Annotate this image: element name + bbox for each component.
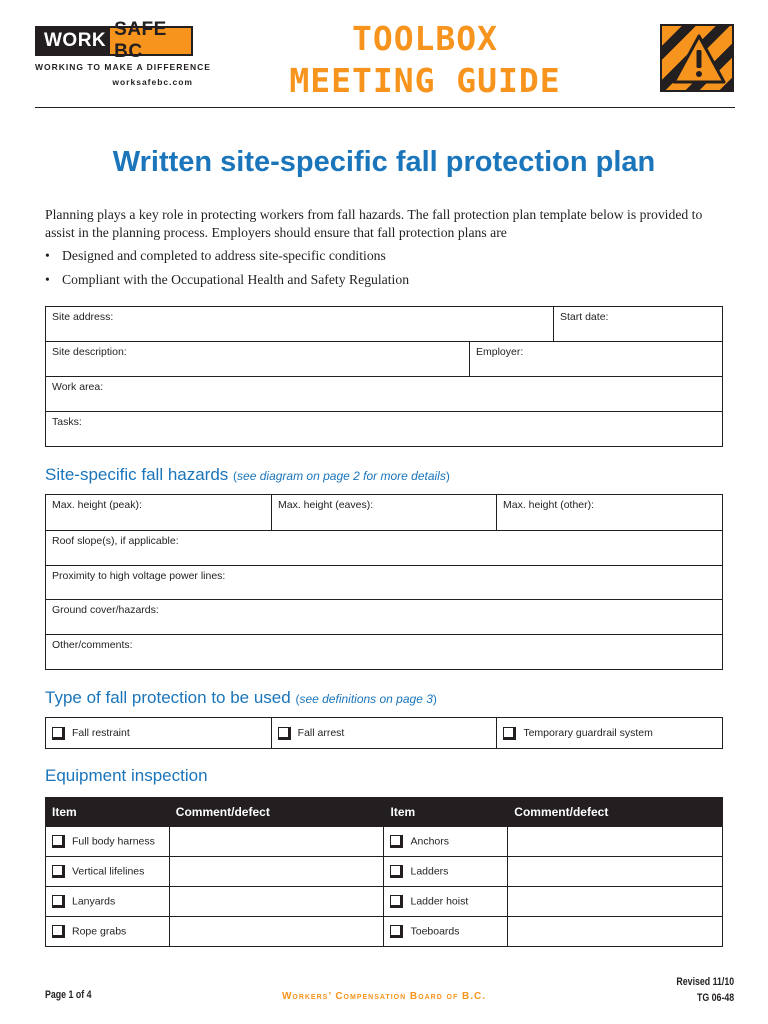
- form-row: [46, 531, 722, 566]
- protection-heading: [45, 688, 437, 708]
- guide-title-line1: TOOLBOX: [351, 19, 499, 58]
- equipment-heading-text: Equipment inspection: [45, 766, 208, 785]
- form-row: [46, 495, 722, 531]
- item-label: Rope grabs: [72, 925, 127, 938]
- page-number: Page 1 of 4: [45, 989, 92, 1001]
- hazards-heading: [45, 465, 450, 485]
- site-description-field[interactable]: Site description:: [52, 346, 127, 358]
- protection-note: (see definitions on page 3): [295, 692, 437, 706]
- employer-field[interactable]: Employer:: [469, 342, 722, 376]
- checkbox-icon[interactable]: [390, 865, 403, 878]
- item-cell[interactable]: [384, 827, 508, 857]
- item-cell[interactable]: [46, 857, 170, 887]
- checkbox-icon[interactable]: [503, 727, 516, 740]
- hazards-note: (see diagram on page 2 for more details): [233, 469, 450, 483]
- checkbox-icon[interactable]: [390, 835, 403, 848]
- form-row: [46, 342, 722, 377]
- item-label: Toeboards: [410, 925, 460, 938]
- item-cell[interactable]: [46, 827, 170, 857]
- item-label: Anchors: [410, 835, 450, 848]
- item-cell[interactable]: [46, 887, 170, 917]
- worksafebc-logo: [35, 19, 193, 62]
- comment-cell[interactable]: [508, 827, 723, 857]
- checkbox-icon[interactable]: [52, 925, 65, 938]
- roof-slope-field[interactable]: Roof slope(s), if applicable:: [52, 535, 179, 547]
- form-row: [46, 307, 722, 342]
- comment-cell[interactable]: [508, 857, 723, 887]
- footer-organization: Workers’ Compensation Board of B.C.: [281, 991, 487, 1002]
- column-header-item: Item: [384, 798, 508, 827]
- warning-triangle-icon: [660, 24, 734, 92]
- item-cell[interactable]: [384, 857, 508, 887]
- guide-title-line2: MEETING GUIDE: [289, 61, 561, 100]
- item-label: Full body harness: [72, 835, 155, 848]
- form-row: [46, 377, 722, 412]
- item-label: Ladders: [410, 865, 449, 878]
- ground-cover-field[interactable]: Ground cover/hazards:: [52, 604, 159, 616]
- form-row: [46, 412, 722, 446]
- column-header-comment: Comment/defect: [508, 798, 723, 827]
- comment-cell[interactable]: [169, 917, 384, 947]
- item-cell[interactable]: [384, 917, 508, 947]
- revision-info: [676, 974, 734, 1006]
- other-comments-field[interactable]: Other/comments:: [52, 639, 133, 651]
- max-height-other-field[interactable]: Max. height (other):: [496, 495, 722, 530]
- warning-triangle-svg: [662, 26, 734, 92]
- checkbox-icon[interactable]: [52, 727, 65, 740]
- logo-safebc-text: SAFE BC: [114, 19, 167, 62]
- hazards-note-text: see diagram on page 2 for more details: [237, 469, 446, 483]
- checkbox-icon[interactable]: [52, 835, 65, 848]
- item-cell[interactable]: [46, 917, 170, 947]
- start-date-field[interactable]: Start date:: [553, 307, 722, 341]
- comment-cell[interactable]: [169, 887, 384, 917]
- tasks-field[interactable]: Tasks:: [52, 416, 82, 428]
- item-label: Lanyards: [72, 895, 116, 908]
- fall-restraint-option[interactable]: [46, 718, 271, 748]
- temporary-guardrail-option[interactable]: [496, 718, 722, 748]
- checkbox-icon[interactable]: [390, 895, 403, 908]
- intro-paragraph: Planning plays a key role in protecting workers from fall hazards. The fall protection plan template below is provided to assist in the planning process. Employers should ensure that fall protection plans are: [45, 207, 703, 240]
- page-title: Written site-specific fall protection plan: [112, 146, 656, 178]
- checkbox-icon[interactable]: [390, 925, 403, 938]
- hazards-heading-text: Site-specific fall hazards: [45, 465, 229, 484]
- comment-cell[interactable]: [169, 857, 384, 887]
- logo-website: worksafebc.com: [112, 77, 193, 87]
- table-row: [46, 827, 723, 857]
- comment-cell[interactable]: [508, 917, 723, 947]
- logo-tagline: WORKING TO MAKE A DIFFERENCE: [35, 62, 211, 72]
- max-height-peak-field[interactable]: Max. height (peak):: [52, 499, 142, 511]
- table-header-row: [46, 798, 723, 827]
- toolbox-meeting-guide-title: [225, 18, 625, 102]
- intro-bullet: • Designed and completed to address site-specific conditions: [45, 247, 409, 265]
- header-divider: [35, 107, 735, 108]
- equipment-inspection-table: [45, 797, 723, 947]
- column-header-item: Item: [46, 798, 170, 827]
- work-area-field[interactable]: Work area:: [52, 381, 104, 393]
- form-row: [46, 566, 722, 600]
- table-row: [46, 857, 723, 887]
- checkbox-icon[interactable]: [278, 727, 291, 740]
- site-info-form: [45, 306, 723, 447]
- revised-date: Revised 11/10: [676, 976, 734, 988]
- item-label: Vertical lifelines: [72, 865, 145, 878]
- protection-heading-text: Type of fall protection to be used: [45, 688, 291, 707]
- checkbox-icon[interactable]: [52, 895, 65, 908]
- checkbox-icon[interactable]: [52, 865, 65, 878]
- fall-arrest-option[interactable]: [271, 718, 497, 748]
- form-row: [46, 600, 722, 635]
- option-label: Fall arrest: [297, 727, 345, 739]
- comment-cell[interactable]: [169, 827, 384, 857]
- site-address-field[interactable]: Site address:: [52, 311, 114, 323]
- document-code: TG 06-48: [696, 992, 734, 1004]
- item-cell[interactable]: [384, 887, 508, 917]
- table-row: [46, 917, 723, 947]
- item-label: Ladder hoist: [410, 895, 469, 908]
- max-height-eaves-field[interactable]: Max. height (eaves):: [271, 495, 496, 530]
- form-row: [46, 635, 722, 669]
- power-lines-field[interactable]: Proximity to high voltage power lines:: [52, 570, 226, 582]
- comment-cell[interactable]: [508, 887, 723, 917]
- hazards-form: [45, 494, 723, 670]
- intro-bullet: • Compliant with the Occupational Health and Safety Regulation: [45, 271, 409, 289]
- option-label: Temporary guardrail system: [523, 727, 653, 739]
- option-label: Fall restraint: [72, 727, 130, 739]
- logo-work-text: WORK: [37, 28, 110, 54]
- intro-bullet-list: [45, 247, 409, 294]
- equipment-heading: [45, 766, 208, 786]
- table-row: [46, 887, 723, 917]
- column-header-comment: Comment/defect: [169, 798, 384, 827]
- protection-note-text: see definitions on page 3: [299, 692, 433, 706]
- protection-options: [45, 717, 723, 749]
